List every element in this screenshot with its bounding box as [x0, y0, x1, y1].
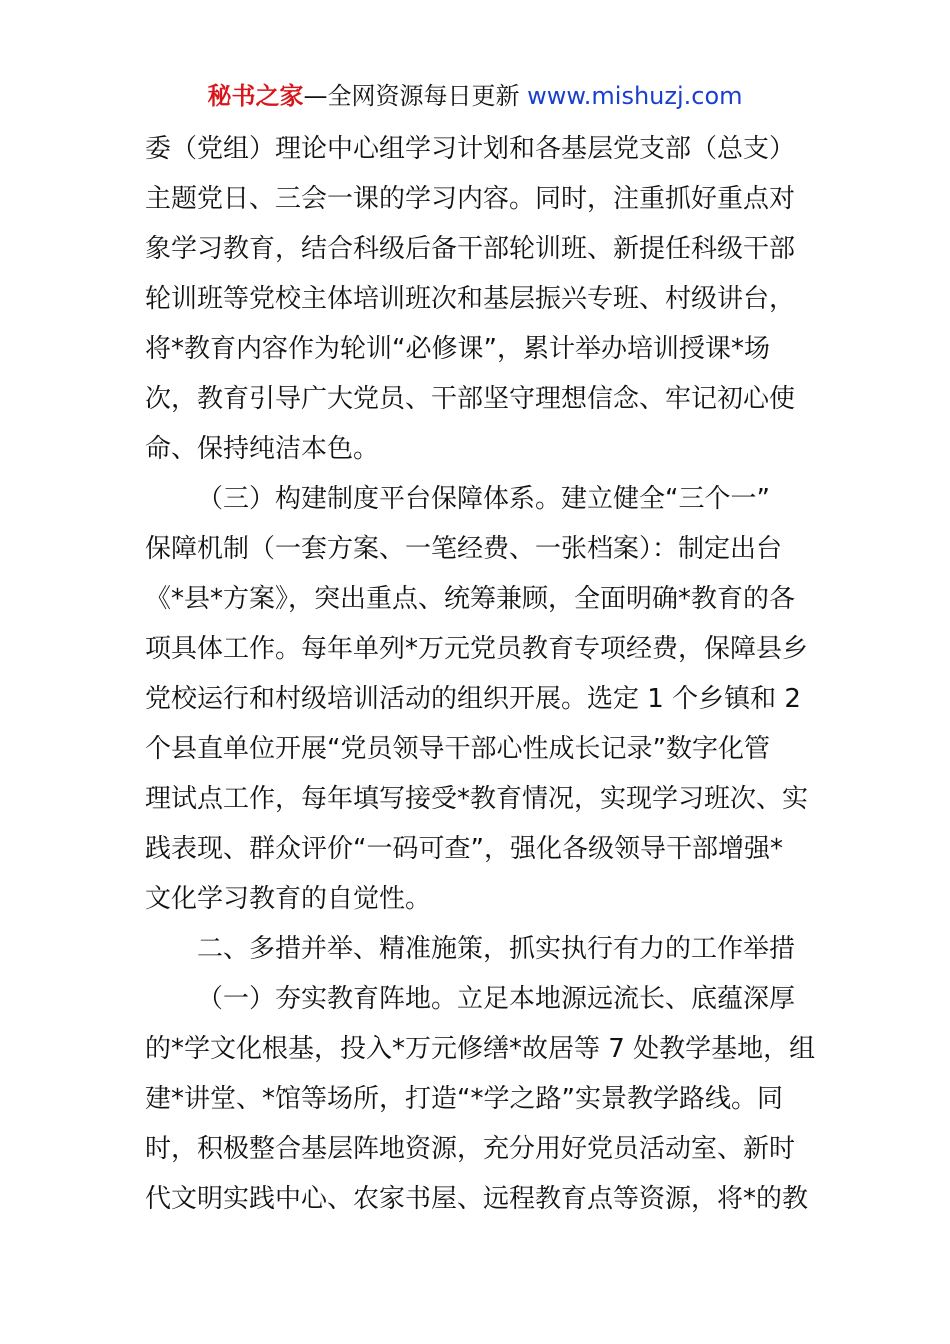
text-line: 的*学文化根基，投入*万元修缮*故居等 7 处教学基地，组	[145, 1034, 816, 1064]
text-line: 个县直单位开展“党员领导干部心性成长记录”数字化管	[145, 734, 770, 764]
document-body	[145, 124, 816, 1224]
text-line: 保障机制（一套方案、一笔经费、一张档案）：制定出台	[145, 534, 783, 564]
text-line: 建*讲堂、*馆等场所，打造“*学之路”实景教学路线。同	[145, 1084, 783, 1114]
text-line: 命、保持纯洁本色。	[145, 434, 380, 464]
text-line: 文化学习教育的自觉性。	[145, 884, 432, 914]
section-heading-line: （一）夯实教育阵地。立足本地源远流长、底蕴深厚	[197, 984, 796, 1014]
chapter-heading-line: 二、多措并举、精准施策，抓实执行有力的工作举措	[197, 934, 796, 964]
text-line: 项具体工作。每年单列*万元党员教育专项经费，保障县乡	[145, 634, 809, 664]
text-line: 践表现、群众评价“一码可查”，强化各级领导干部增强*	[145, 834, 783, 864]
site-header	[0, 78, 950, 114]
text-line: 轮训班等党校主体培训班次和基层振兴专班、村级讲台，	[145, 284, 796, 314]
text-line: 理试点工作，每年填写接受*教育情况，实现学习班次、实	[145, 784, 809, 814]
section-heading-line: （三）构建制度平台保障体系。建立健全“三个一”	[197, 484, 770, 514]
text-line: 主题党日、三会一课的学习内容。同时，注重抓好重点对	[145, 184, 796, 214]
site-brand: 秘书之家	[207, 82, 304, 110]
site-url[interactable]: www.mishuzj.com	[527, 82, 743, 110]
text-line: 将*教育内容作为轮训“必修课”，累计举办培训授课*场	[145, 334, 770, 364]
text-line: 党校运行和村级培训活动的组织开展。选定 1 个乡镇和 2	[145, 684, 801, 714]
text-line: 代文明实践中心、农家书屋、远程教育点等资源，将*的教	[145, 1184, 809, 1214]
text-line: 时，积极整合基层阵地资源，充分用好党员活动室、新时	[145, 1134, 796, 1164]
text-line: 象学习教育，结合科级后备干部轮训班、新提任科级干部	[145, 234, 796, 264]
text-line: 次，教育引导广大党员、干部坚守理想信念、牢记初心使	[145, 384, 796, 414]
text-line: 委（党组）理论中心组学习计划和各基层党支部（总支）	[145, 134, 796, 164]
site-tagline: —全网资源每日更新	[303, 82, 528, 110]
text-line: 《*县*方案》，突出重点、统筹兼顾，全面明确*教育的各	[145, 584, 796, 614]
